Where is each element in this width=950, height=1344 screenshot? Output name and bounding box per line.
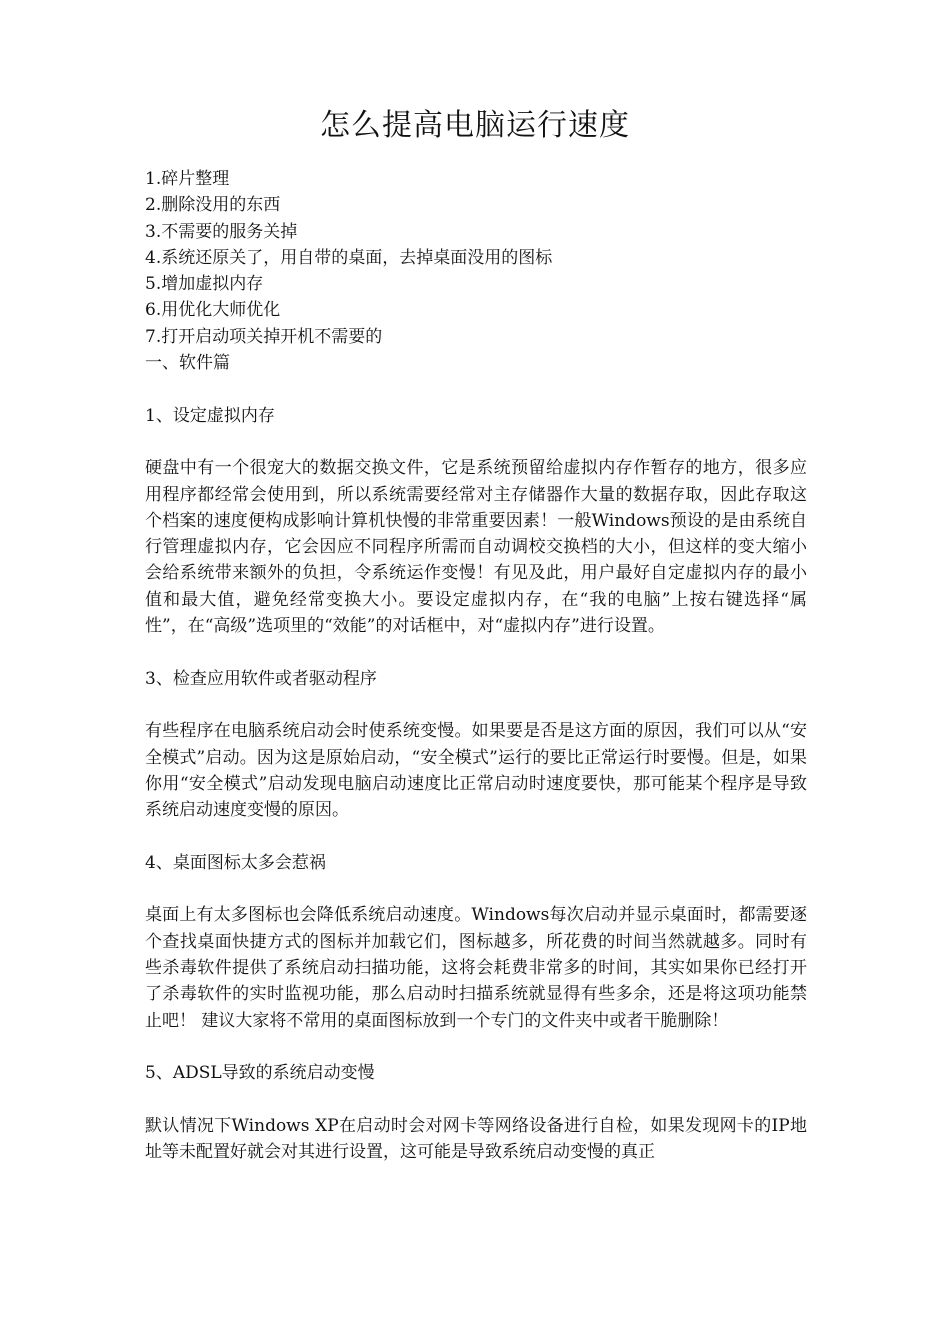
section-heading: 3、检查应用软件或者驱动程序 <box>145 668 377 689</box>
document-title: 怎么提高电脑运行速度 <box>320 108 630 143</box>
section-heading: 5、ADSL导致的系统启动变慢 <box>145 1063 375 1084</box>
list-item: 4.系统还原关了，用自带的桌面，去掉桌面没用的图标 <box>145 247 553 268</box>
section-heading: 1、设定虚拟内存 <box>145 405 275 426</box>
list-item: 5.增加虚拟内存 <box>145 274 264 295</box>
section-heading: 4、桌面图标太多会惹祸 <box>145 852 326 873</box>
list-item: 2.删除没用的东西 <box>145 195 281 216</box>
list-item: 7.打开启动项关掉开机不需要的 <box>145 326 383 347</box>
document-body <box>145 166 807 1165</box>
part-heading: 一、软件篇 <box>145 353 230 374</box>
section-paragraph: 桌面上有太多图标也会降低系统启动速度。Windows每次启动并显示桌面时，都需要逐个查找桌面快捷方式的图标并加载它们，图标越多，所花费的时间当然就越多。同时有些杀毒软件提供了系统启动扫描功能，这将会耗费非常多的时间，其实如果你已经打开了杀毒软件的实时监视功能，那么启动时扫描系统就显得有些多余，还是将这项功能禁止吧！ 建议大家将不常用的桌面图标放到一个专门的文件夹中或者干脆删除！ <box>145 905 807 1031</box>
section-paragraph: 硬盘中有一个很宠大的数据交换文件，它是系统预留给虚拟内存作暂存的地方，很多应用程序都经常会使用到，所以系统需要经常对主存储器作大量的数据存取，因此存取这个档案的速度便构成影响计算机快慢的非常重要因素！一般Windows预设的是由系统自行管理虚拟内存，它会因应不同程序所需而自动调校交换档的大小，但这样的变大缩小会给系统带来额外的负担，令系统运作变慢！有见及此，用户最好自定虚拟内存的最小值和最大值，避免经常变换大小。要设定虚拟内存，在“我的电脑”上按右键选择“属性”，在“高级”选项里的“效能”的对话框中，对“虚拟内存”进行设置。 <box>145 458 807 637</box>
list-item: 1.碎片整理 <box>145 169 230 189</box>
section-paragraph: 有些程序在电脑系统启动会时使系统变慢。如果要是否是这方面的原因，我们可以从“安全模式”启动。因为这是原始启动，“安全模式”运行的要比正常运行时要慢。但是，如果你用“安全模式”启动发现电脑启动速度比正常启动时速度要快，那可能某个程序是导致系统启动速度变慢的原因。 <box>145 721 807 821</box>
section-paragraph: 默认情况下Windows XP在启动时会对网卡等网络设备进行自检，如果发现网卡的IP地址等未配置好就会对其进行设置，这可能是导致系统启动变慢的真正 <box>145 1115 807 1162</box>
list-item: 6.用优化大师优化 <box>145 300 281 321</box>
list-item: 3.不需要的服务关掉 <box>145 221 298 242</box>
